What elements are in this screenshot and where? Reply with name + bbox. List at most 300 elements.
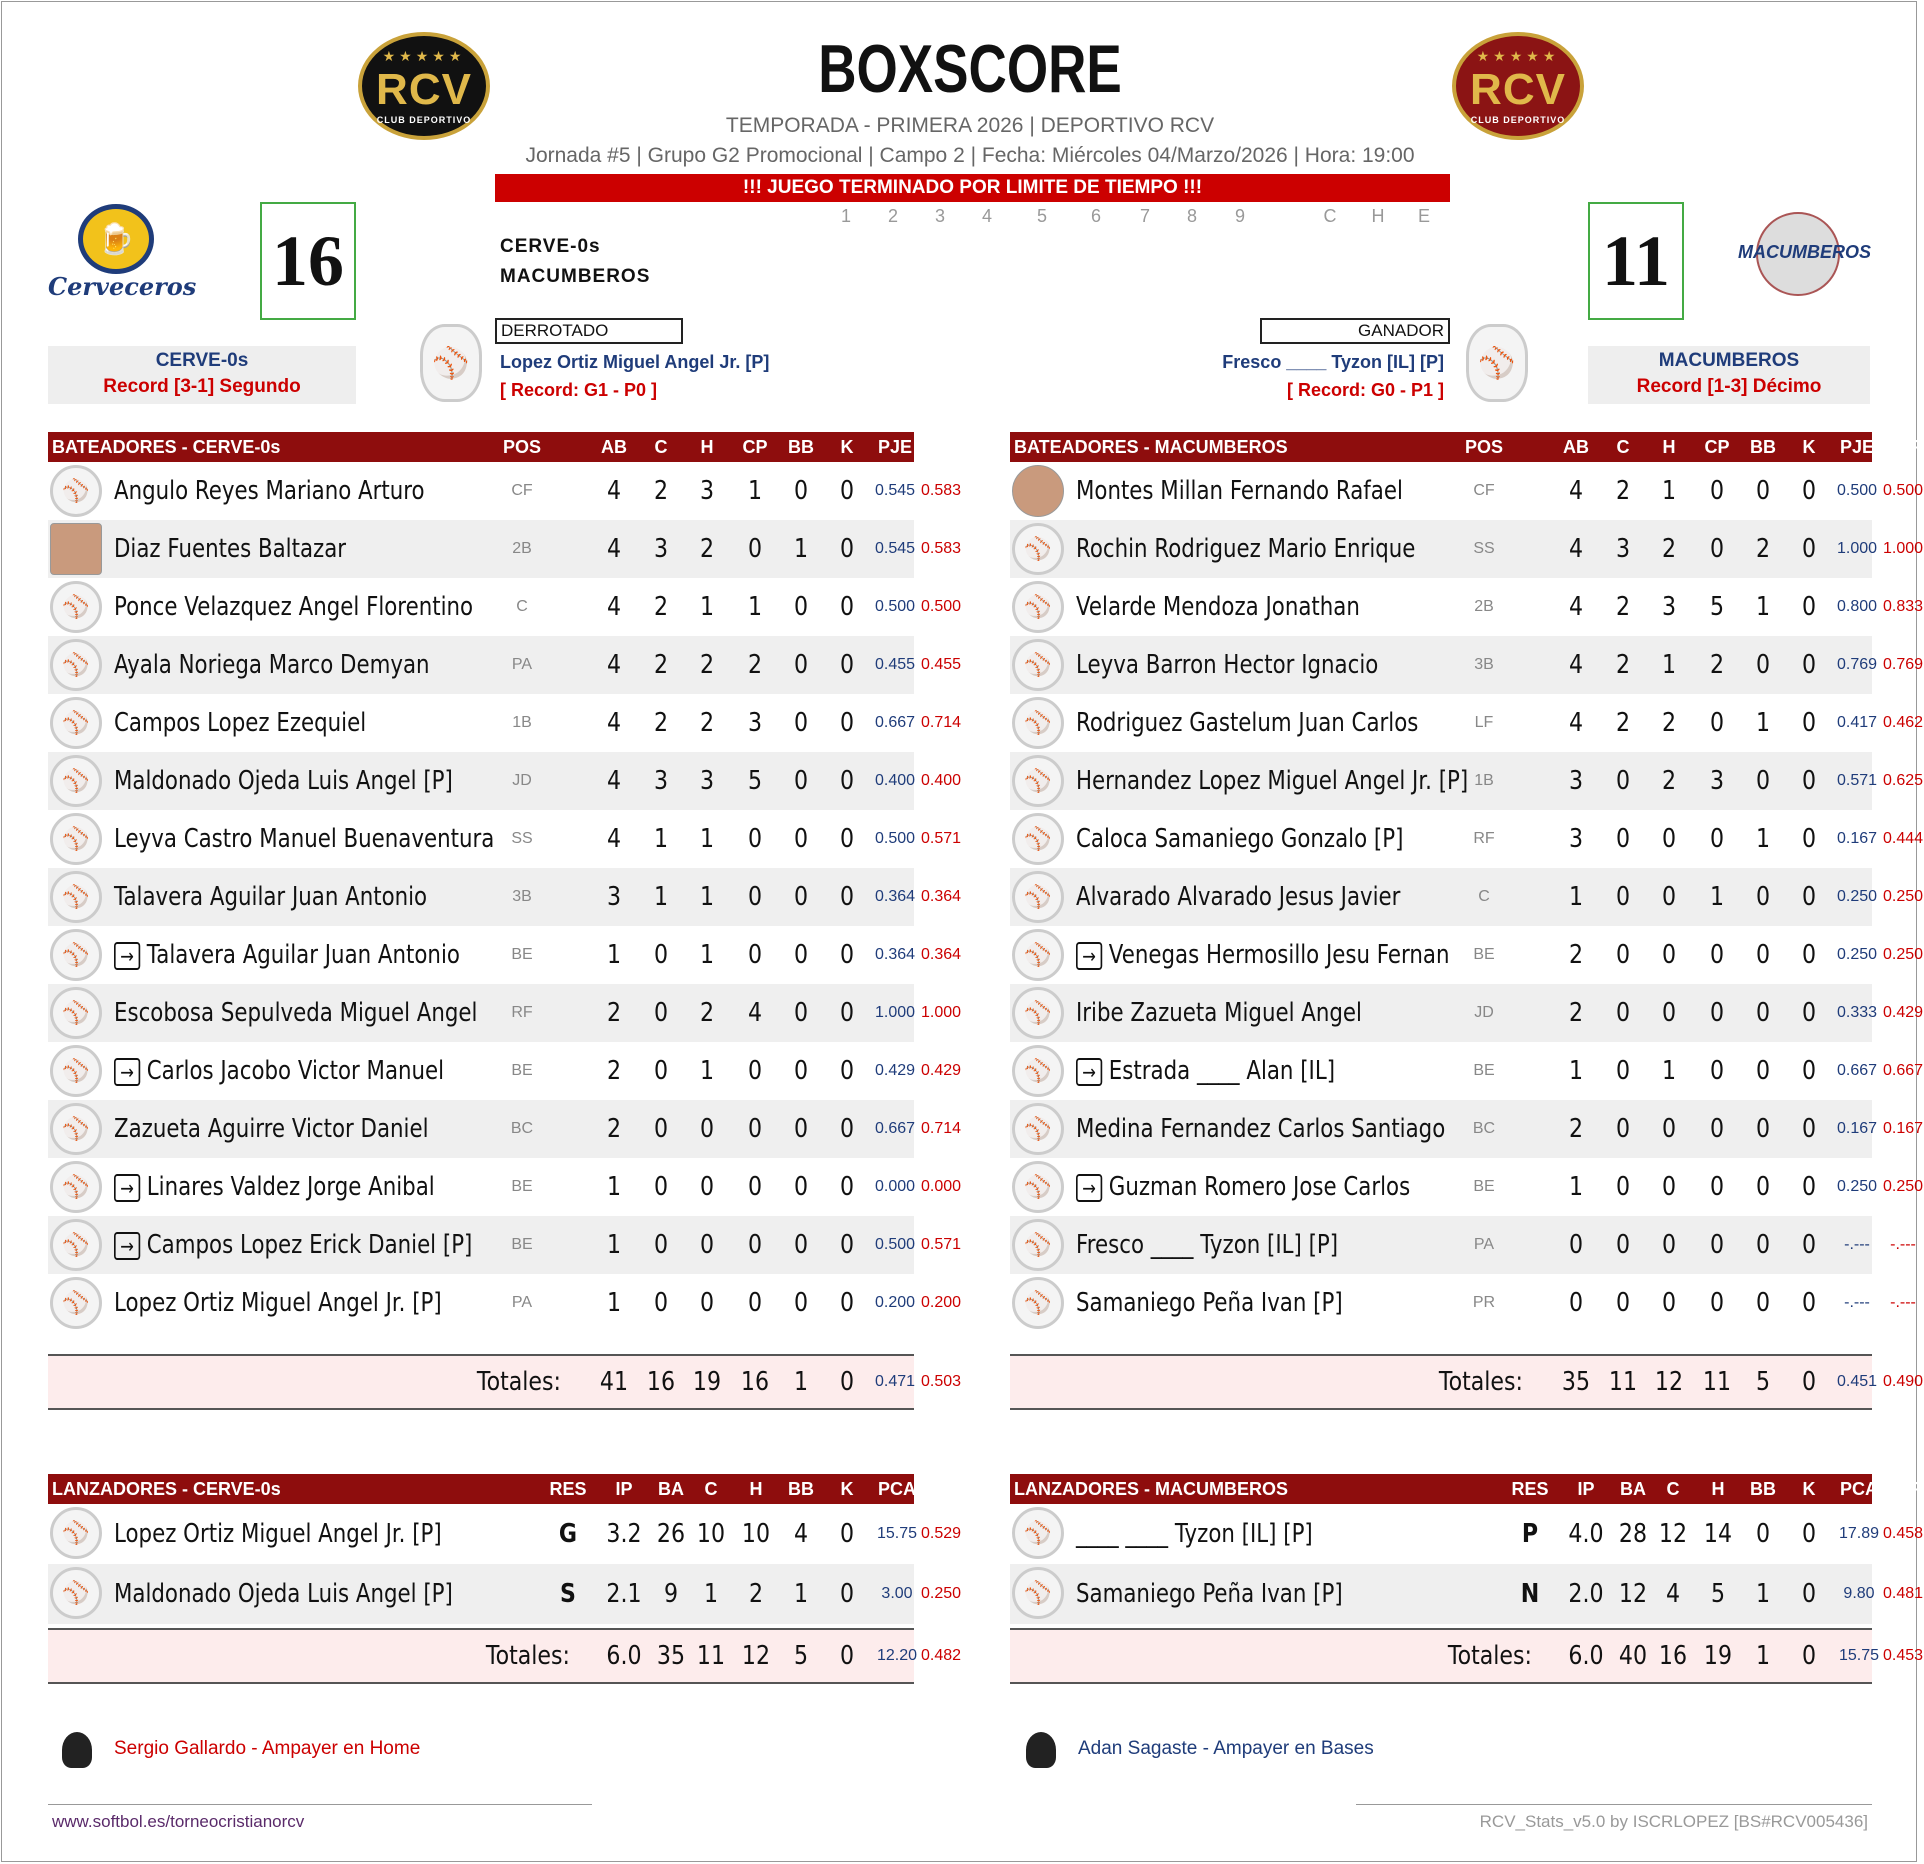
total-c: 16: [646, 1367, 676, 1397]
player-name: Iribe Zazueta Miguel Angel: [1076, 998, 1362, 1028]
table-row[interactable]: [1010, 578, 1924, 636]
stat-pje: 0.500: [874, 830, 916, 847]
stat-bb: 0: [793, 1114, 809, 1144]
stat-cp: 0: [1709, 1172, 1725, 1202]
macumberos-logo: [1738, 212, 1871, 302]
table-row[interactable]: [1010, 1216, 1916, 1274]
stat-pje: 0.455: [874, 656, 916, 673]
table-row[interactable]: [1010, 926, 1924, 984]
stat-k: 0: [1801, 766, 1817, 796]
stat-bb: 0: [793, 650, 809, 680]
away-team-name: CERVE-0s: [155, 350, 249, 371]
footer-credit: RCV_Stats_v5.0 by ISCRLOPEZ [BS#RCV005436]: [1479, 1812, 1868, 1831]
column-header: C: [654, 437, 668, 457]
stat-h: 1: [699, 824, 715, 854]
substitute-arrow-icon: →: [114, 1232, 140, 1260]
stat-obp: 0.571: [920, 1236, 962, 1253]
stat-ab: 2: [1568, 998, 1584, 1028]
stat-c: 0: [1615, 1288, 1631, 1318]
total-ip: 6.0: [1568, 1641, 1604, 1671]
season-line: TEMPORADA - PRIMERA 2026 | DEPORTIVO RCV: [725, 114, 1215, 137]
table-row[interactable]: [48, 636, 962, 694]
column-header: BB: [1750, 437, 1776, 457]
table-row[interactable]: [48, 926, 962, 984]
stat-k: 0: [1801, 1230, 1817, 1260]
stat-h: 2: [699, 650, 715, 680]
player-name: Ayala Noriega Marco Demyan: [114, 650, 430, 680]
home-score: 11: [1588, 202, 1684, 320]
umpire-icon: [1026, 1732, 1056, 1768]
column-header: BA: [658, 1479, 684, 1499]
stat-h: 0: [699, 1288, 715, 1318]
stat-cp: 0: [747, 1230, 763, 1260]
stat-c: 2: [653, 708, 669, 738]
total-bb: 1: [793, 1367, 809, 1397]
stat-pos: 1B: [1474, 772, 1494, 789]
stat-cp: 0: [747, 1056, 763, 1086]
stat-obp: 0.200: [920, 1294, 962, 1311]
stat-h: 1: [699, 882, 715, 912]
stat-h: 0: [1661, 1230, 1677, 1260]
stat-pje: 0.769: [1836, 656, 1878, 673]
stat-bb: 0: [1755, 650, 1771, 680]
stat-h: 2: [1661, 708, 1677, 738]
stat-cp: 0: [747, 534, 763, 564]
stat-k: 0: [1801, 1519, 1817, 1549]
inning-3-header: 3: [934, 206, 945, 226]
player-name-cell: [1076, 1504, 1498, 1564]
column-header: C: [1616, 437, 1630, 457]
player-name: Guzman Romero Jose Carlos: [1108, 1172, 1411, 1202]
table-row[interactable]: [1010, 1042, 1924, 1100]
winner-label: GANADOR: [1260, 318, 1450, 344]
stat-c: 0: [653, 940, 669, 970]
column-header: K: [840, 1479, 854, 1499]
player-silhouette-icon: ⚾: [50, 697, 102, 749]
stat-obp: 0.583: [920, 540, 962, 557]
total-ba: 35: [656, 1641, 686, 1671]
player-name-cell: [114, 984, 486, 1042]
table-row[interactable]: [48, 1564, 962, 1624]
stat-k: 0: [1801, 1114, 1817, 1144]
player-name: Lopez Ortiz Miguel Angel Jr. [P]: [114, 1519, 442, 1549]
stat-ab: 1: [606, 940, 622, 970]
stat-h: 3: [699, 766, 715, 796]
table-row[interactable]: [1010, 1100, 1924, 1158]
player-name-cell: [1076, 520, 1448, 578]
stat-h: 1: [699, 1056, 715, 1086]
stat-cp: 0: [747, 1172, 763, 1202]
stat-pos: BE: [1473, 946, 1495, 963]
stat-pos: SS: [511, 830, 533, 847]
player-silhouette-icon: ⚾: [1012, 813, 1064, 865]
stat-c: 0: [1615, 940, 1631, 970]
player-name-cell: [1076, 694, 1448, 752]
stat-cp: 3: [1709, 766, 1725, 796]
table-row[interactable]: [1010, 462, 1924, 520]
player-name: Zazueta Aguirre Victor Daniel: [114, 1114, 429, 1144]
inning-7-header: 7: [1139, 206, 1150, 226]
loser-label: DERROTADO: [495, 318, 683, 344]
stat-h: 0: [1661, 940, 1677, 970]
inning-1-header: 1: [840, 206, 851, 226]
player-silhouette-icon: ⚾: [50, 581, 102, 633]
stat-cp: 0: [747, 940, 763, 970]
stat-pos: JD: [512, 772, 532, 789]
player-name: Estrada ____ Alan [IL]: [1108, 1056, 1336, 1086]
stat-pos: PR: [1472, 1294, 1496, 1311]
stat-cp: 0: [1709, 824, 1725, 854]
stat-ip: 3.2: [606, 1519, 642, 1549]
stat-obp: 0.250: [1882, 1178, 1924, 1195]
stat-c: 0: [653, 1172, 669, 1202]
stat-pop: 0.250: [920, 1585, 962, 1602]
table-row[interactable]: [48, 520, 962, 578]
stat-obp: 0.462: [1882, 714, 1924, 731]
player-name-line: [1076, 462, 1403, 520]
away-score: 16: [260, 202, 356, 320]
stat-c: 1: [653, 882, 669, 912]
table-row[interactable]: [1010, 1158, 1924, 1216]
stat-cp: 3: [747, 708, 763, 738]
stat-c: 10: [696, 1519, 726, 1549]
stat-pje: 0.667: [874, 714, 916, 731]
linescore-home-team: MACUMBEROS: [500, 266, 651, 287]
column-header: K: [1802, 437, 1816, 457]
stat-obp: 0.500: [920, 598, 962, 615]
player-name: Maldonado Ojeda Luis Angel [P]: [114, 1579, 453, 1609]
table-row[interactable]: [48, 1100, 962, 1158]
stat-k: 0: [839, 940, 855, 970]
stat-bb: 0: [793, 1056, 809, 1086]
stat-obp: 0.714: [920, 1120, 962, 1137]
stat-h: 0: [1661, 882, 1677, 912]
table-row[interactable]: [1010, 752, 1924, 810]
stat-k: 0: [839, 882, 855, 912]
player-name: Campos Lopez Erick Daniel [P]: [146, 1230, 473, 1260]
column-header: C: [1666, 1479, 1680, 1499]
stat-c: 2: [653, 592, 669, 622]
player-silhouette-icon: ⚾: [50, 639, 102, 691]
stat-k: 0: [1801, 1172, 1817, 1202]
stat-ab: 4: [606, 534, 622, 564]
stat-obp: 0.250: [1882, 888, 1924, 905]
column-header: POP: [921, 1479, 960, 1499]
player-name-line: [1076, 1216, 1381, 1274]
stat-ab: 1: [1568, 882, 1584, 912]
stat-res: S: [560, 1579, 576, 1609]
player-name-line: [114, 520, 419, 578]
umpire-icon: [62, 1732, 92, 1768]
stat-ba: 12: [1618, 1579, 1648, 1609]
umpire-bases: Adan Sagaste - Ampayer en Bases: [1078, 1738, 1374, 1759]
table-row[interactable]: [1010, 1564, 1924, 1624]
stat-res: N: [1520, 1579, 1540, 1609]
player-name-line: [114, 1042, 445, 1100]
home-team-record: Record [1-3] Décimo: [1636, 376, 1822, 397]
player-name-line: [114, 1504, 460, 1564]
stat-pje: 0.000: [874, 1178, 916, 1195]
player-name: Ponce Velazquez Angel Florentino: [114, 592, 474, 622]
inning-9-header: 9: [1234, 206, 1245, 226]
stat-ab: 4: [606, 592, 622, 622]
stat-obp: 0.833: [1882, 598, 1924, 615]
pitching_home-totals: [1010, 1628, 1924, 1684]
stat-ba: 28: [1618, 1519, 1648, 1549]
player-name: Caloca Samaniego Gonzalo [P]: [1076, 824, 1404, 854]
table-row[interactable]: [48, 984, 962, 1042]
total-cp: 16: [740, 1367, 770, 1397]
column-header: POS: [502, 437, 541, 457]
player-name: Linares Valdez Jorge Anibal: [146, 1172, 435, 1202]
player-name-cell: [114, 868, 486, 926]
rcv-logo-right: ★★★★★ RCV CLUB DEPORTIVO: [1452, 32, 1584, 140]
stat-cp: 0: [1709, 476, 1725, 506]
column-header: RES: [549, 1479, 587, 1499]
stat-pje: 0.571: [1836, 772, 1878, 789]
stat-pos: C: [1478, 888, 1490, 905]
stat-ab: 3: [1568, 766, 1584, 796]
table-row[interactable]: [48, 868, 962, 926]
table-row[interactable]: [48, 1216, 962, 1274]
stat-ba: 9: [663, 1579, 679, 1609]
stat-bb: 0: [793, 1172, 809, 1202]
stat-ab: 3: [1568, 824, 1584, 854]
stat-c: 3: [1615, 534, 1631, 564]
inning-2-header: 2: [887, 206, 898, 226]
stat-cp: 1: [747, 592, 763, 622]
player-name: Leyva Barron Hector Ignacio: [1076, 650, 1379, 680]
stat-obp: 0.000: [920, 1178, 962, 1195]
stat-cp: 0: [1709, 1114, 1725, 1144]
player-name: Talavera Aguilar Juan Antonio: [146, 940, 460, 970]
stat-k: 0: [1801, 1056, 1817, 1086]
player-name: Hernandez Lopez Miguel Angel Jr. [P]: [1076, 766, 1469, 796]
stat-pje: 0.167: [1836, 1120, 1878, 1137]
table-row[interactable]: [48, 578, 962, 636]
column-header: BB: [1750, 1479, 1776, 1499]
stat-c: 1: [653, 824, 669, 854]
substitute-arrow-icon: →: [1076, 1174, 1102, 1202]
stat-h: 1: [1661, 476, 1677, 506]
column-header: PJE: [1839, 437, 1875, 457]
stat-c: 0: [1615, 1172, 1631, 1202]
table-row[interactable]: [48, 1504, 962, 1564]
stat-k: 0: [839, 1519, 855, 1549]
table-row[interactable]: [1010, 984, 1924, 1042]
stat-ab: 1: [606, 1172, 622, 1202]
column-header: H: [1662, 437, 1676, 457]
table-row[interactable]: [1010, 636, 1924, 694]
column-header: PCA: [1839, 1479, 1878, 1499]
stat-bb: 0: [793, 476, 809, 506]
column-header: C: [704, 1479, 718, 1499]
stat-ab: 4: [1568, 592, 1584, 622]
player-name-line: [114, 694, 419, 752]
total-k: 0: [839, 1367, 855, 1397]
stat-c: 0: [1615, 1230, 1631, 1260]
player-name-cell: [1076, 1042, 1448, 1100]
stat-k: 0: [839, 1288, 855, 1318]
stat-pos: 2B: [512, 540, 532, 557]
stat-c: 2: [1615, 650, 1631, 680]
stat-cp: 4: [747, 998, 763, 1028]
table-row[interactable]: [1010, 1504, 1924, 1564]
linescore-away-team: CERVE-0s: [500, 236, 601, 257]
player-silhouette-icon: ⚾: [1012, 1507, 1064, 1559]
player-name-line: [1076, 694, 1419, 752]
player-name: Carlos Jacobo Victor Manuel: [146, 1056, 445, 1086]
stat-pje: 0.167: [1836, 830, 1878, 847]
table-row[interactable]: [48, 694, 962, 752]
column-header: H: [749, 1479, 763, 1499]
stat-obp: 0.444: [1882, 830, 1924, 847]
stat-pos: RF: [511, 1004, 533, 1021]
player-silhouette-icon: ⚾: [1012, 929, 1064, 981]
total-pop: 0.453: [1882, 1647, 1924, 1664]
stat-k: 0: [839, 1172, 855, 1202]
stat-h: 1: [1661, 1056, 1677, 1086]
stat-pje: 1.000: [1836, 540, 1878, 557]
column-header: CP: [742, 437, 768, 457]
player-name-line: [114, 1158, 435, 1216]
stat-c: 0: [1615, 1114, 1631, 1144]
stat-h: 2: [699, 534, 715, 564]
batting_away-header: [48, 432, 961, 462]
column-header: IP: [1577, 1479, 1595, 1499]
stat-cp: 0: [1709, 940, 1725, 970]
stat-h: 2: [748, 1579, 764, 1609]
player-name: ____ ____ Tyzon [IL] [P]: [1076, 1519, 1313, 1549]
pitching_away-totals: [48, 1628, 962, 1684]
table-row[interactable]: [48, 752, 962, 810]
footer-divider-right: [1356, 1804, 1872, 1805]
pitching_home-title: LANZADORES - MACUMBEROS: [1014, 1479, 1288, 1499]
player-name-cell: [1076, 984, 1448, 1042]
table-row[interactable]: [48, 1274, 962, 1332]
total-pca: 12.20: [876, 1647, 918, 1664]
table-row[interactable]: [1010, 520, 1924, 578]
stat-ip: 2.0: [1568, 1579, 1604, 1609]
player-name: Diaz Fuentes Baltazar: [114, 534, 347, 564]
player-name-cell: [1076, 636, 1448, 694]
runs-header: C: [1323, 206, 1337, 226]
stat-bb: 1: [1755, 824, 1771, 854]
player-name-cell: [114, 810, 495, 868]
column-header: BA: [1620, 1479, 1646, 1499]
player-name-cell: [114, 1564, 536, 1624]
stat-bb: 0: [1755, 1230, 1771, 1260]
player-name-line: [1076, 752, 1469, 810]
hits-header: H: [1371, 206, 1385, 226]
table-row[interactable]: [1010, 868, 1924, 926]
stat-pos: 3B: [1474, 656, 1494, 673]
column-header: PCA: [877, 1479, 916, 1499]
column-header: BB: [788, 437, 814, 457]
substitute-arrow-icon: →: [1076, 942, 1102, 970]
table-row[interactable]: [48, 810, 962, 868]
stat-bb: 0: [793, 592, 809, 622]
game-status-banner: !!! JUEGO TERMINADO POR LIMITE DE TIEMPO !!!: [495, 174, 1450, 202]
stat-pos: 2B: [1474, 598, 1494, 615]
stat-bb: 0: [1755, 1114, 1771, 1144]
stat-cp: 2: [747, 650, 763, 680]
player-silhouette-icon: ⚾: [1012, 1219, 1064, 1271]
stat-c: 0: [1615, 1056, 1631, 1086]
table-row[interactable]: [48, 1042, 962, 1100]
stat-k: 0: [1801, 708, 1817, 738]
umpire-home: Sergio Gallardo - Ampayer en Home: [114, 1738, 421, 1759]
column-header: K: [840, 437, 854, 457]
player-silhouette-icon: ⚾: [1012, 987, 1064, 1039]
player-silhouette-icon: ⚾: [1012, 755, 1064, 807]
player-silhouette-icon: ⚾: [50, 1277, 102, 1329]
stat-h: 0: [1661, 998, 1677, 1028]
batting_home-title: BATEADORES - MACUMBEROS: [1014, 437, 1288, 457]
stat-ab: 1: [1568, 1056, 1584, 1086]
pitching_away-header: [48, 1474, 960, 1504]
stat-pje: 0.545: [874, 482, 916, 499]
player-silhouette-icon: ⚾: [50, 929, 102, 981]
footer-url-link[interactable]: www.softbol.es/torneocristianorcv: [52, 1812, 305, 1831]
stat-ab: 3: [606, 882, 622, 912]
stat-h: 14: [1703, 1519, 1733, 1549]
stat-k: 0: [839, 592, 855, 622]
table-row[interactable]: [48, 462, 962, 520]
player-silhouette-icon: ⚾: [1012, 581, 1064, 633]
player-silhouette-icon: ⚾: [50, 1567, 102, 1619]
player-name-cell: [114, 462, 486, 520]
stat-ab: 1: [606, 1230, 622, 1260]
player-name: Montes Millan Fernando Rafael: [1076, 476, 1403, 506]
stat-obp: 1.000: [920, 1004, 962, 1021]
batting_away-totals: [48, 1354, 962, 1410]
table-row[interactable]: [1010, 694, 1924, 752]
pitching_away-title: LANZADORES - CERVE-0s: [52, 1479, 281, 1499]
table-row[interactable]: [48, 1158, 962, 1216]
stat-pca: 3.00: [881, 1585, 913, 1602]
cerveceros-logo-text: Cerveceros: [48, 272, 197, 301]
stat-obp: 0.400: [920, 772, 962, 789]
stat-bb: 0: [793, 1288, 809, 1318]
player-name-line: [114, 1100, 429, 1158]
stat-bb: 0: [793, 824, 809, 854]
player-silhouette-icon: ⚾: [50, 465, 102, 517]
table-row[interactable]: [1010, 810, 1924, 868]
player-name-line: [1076, 810, 1404, 868]
winner-name: Fresco ____ Tyzon [IL] [P]: [1222, 352, 1444, 372]
stat-c: 0: [1615, 882, 1631, 912]
player-silhouette-icon: ⚾: [1012, 523, 1064, 575]
stat-ab: 4: [606, 824, 622, 854]
stat-pos: CF: [1473, 482, 1495, 499]
pitching_home-header: [1010, 1474, 1922, 1504]
stat-c: 2: [653, 650, 669, 680]
stat-ab: 2: [606, 1114, 622, 1144]
stat-pje: 0.500: [874, 1236, 916, 1253]
player-name: Leyva Castro Manuel Buenaventura: [114, 824, 495, 854]
stat-bb: 1: [1755, 708, 1771, 738]
away-team-card: [48, 346, 356, 404]
player-silhouette-icon: ⚾: [1012, 639, 1064, 691]
player-name-line: [114, 1564, 460, 1624]
player-name-cell: [1076, 578, 1448, 636]
player-silhouette-icon: ⚾: [50, 1103, 102, 1155]
stat-pje: 0.800: [1836, 598, 1878, 615]
stat-pos: BE: [511, 1236, 533, 1253]
table-row[interactable]: [1010, 1274, 1916, 1332]
total-obp: 0.503: [920, 1373, 962, 1390]
